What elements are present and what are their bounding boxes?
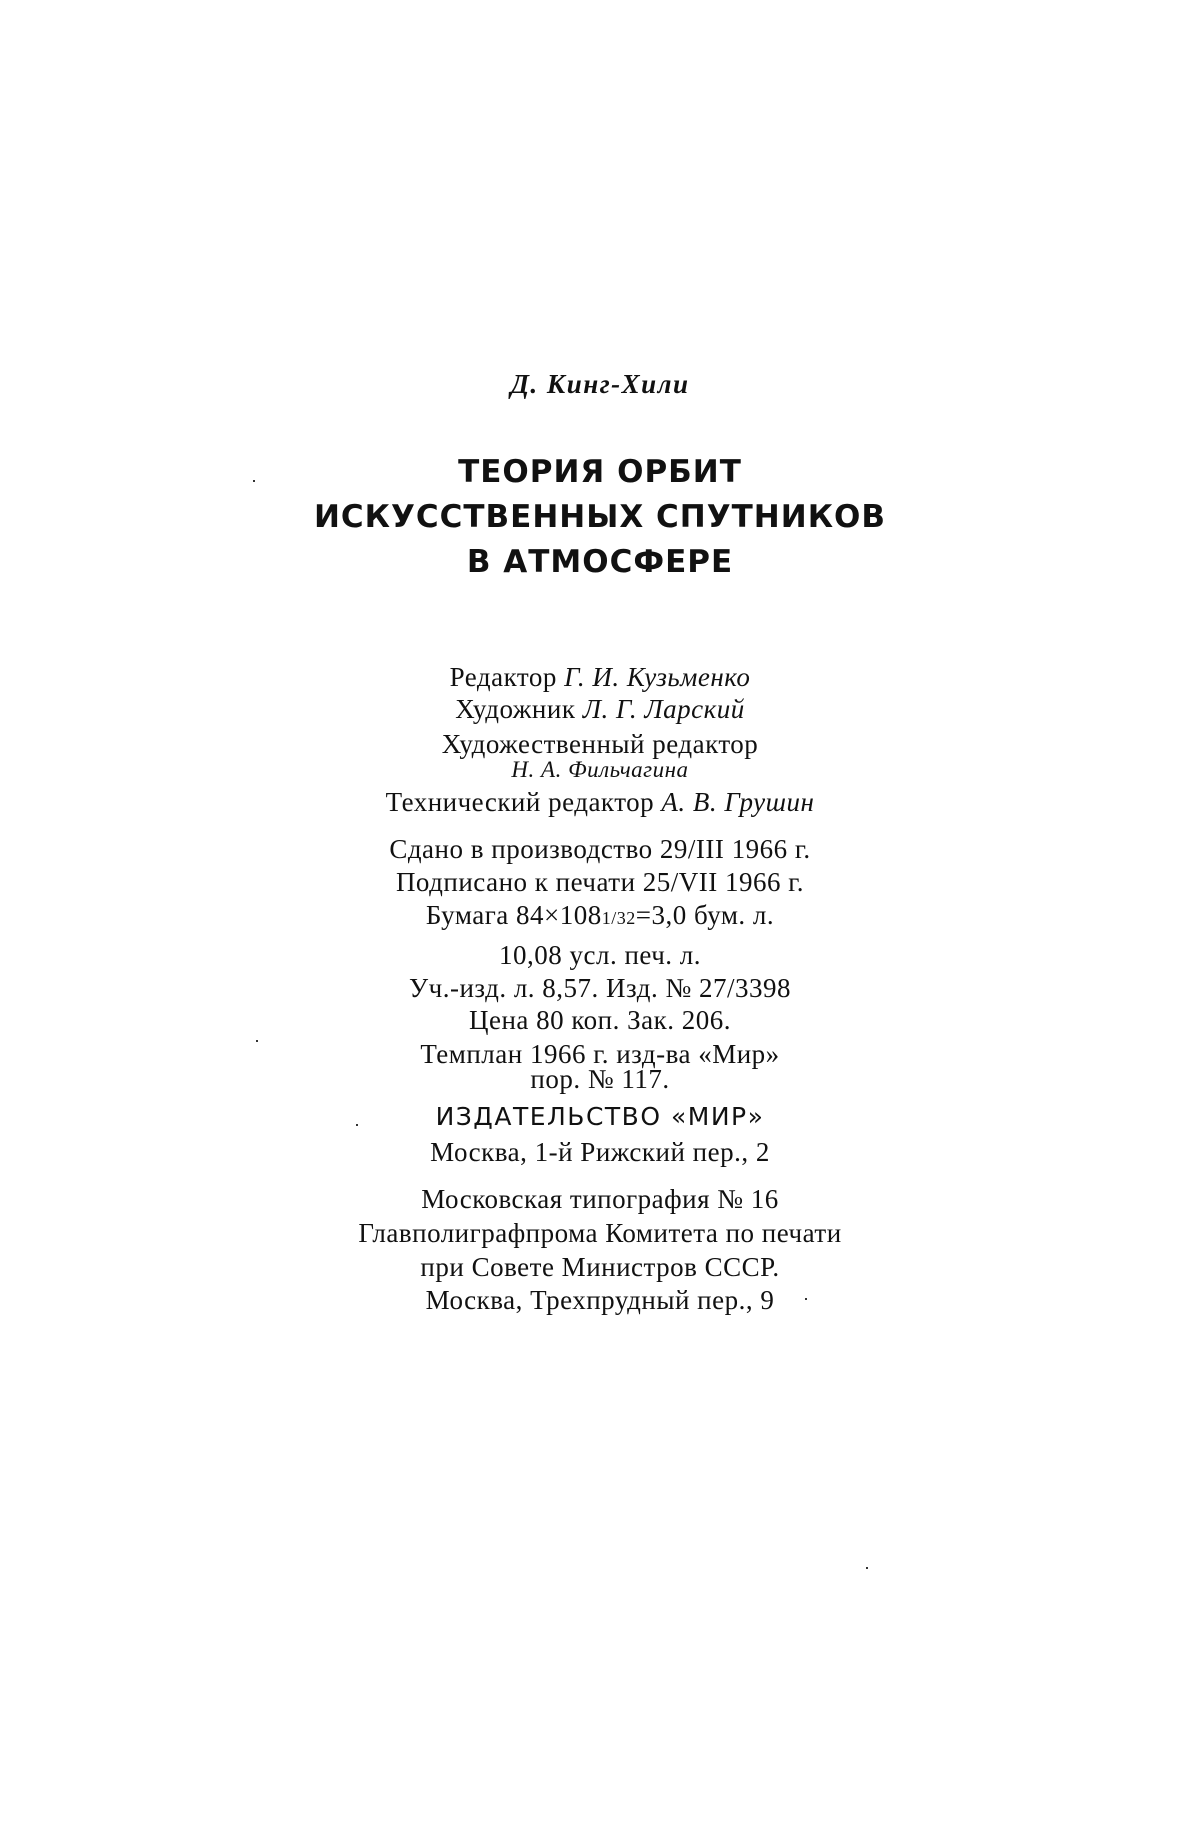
paper-format-suffix: =3,0 бум. л. <box>635 900 775 930</box>
publisher-sheets: Уч.-изд. л. 8,57. Изд. № 27/3398 <box>409 973 791 1003</box>
art-editor-label: Художественный редактор <box>441 729 759 759</box>
tech-editor-label: Технический редактор <box>385 787 655 817</box>
paper-format-prefix: Бумага 84×108 <box>425 900 602 930</box>
artist-label: Художник <box>455 694 576 724</box>
artist-credit <box>0 693 1200 725</box>
plan-line-1: Темплан 1966 г. изд-ва «Мир» <box>420 1039 780 1069</box>
print-sheets: 10,08 усл. печ. л. <box>498 940 702 970</box>
paper-format-fraction: 1/32 <box>601 908 636 928</box>
book-title-line-1: ТЕОРИЯ ОРБИТ <box>458 454 742 490</box>
scan-speck <box>805 1298 807 1300</box>
publisher-name: ИЗДАТЕЛЬСТВО «МИР» <box>435 1102 765 1131</box>
paper-format <box>0 899 1200 934</box>
editor-label: Редактор <box>449 662 557 692</box>
scan-speck <box>866 1567 868 1569</box>
artist-name: Л. Г. Ларский <box>582 694 745 724</box>
scan-speck <box>356 1124 358 1126</box>
author-name: Д. Кинг-Хили <box>510 369 690 399</box>
book-title-line-2: ИСКУССТВЕННЫХ СПУТНИКОВ <box>313 499 887 535</box>
editor-credit <box>0 661 1200 693</box>
production-date: Сдано в производство 29/III 1966 г. <box>389 834 811 864</box>
book-title-line-3: В АТМОСФЕРЕ <box>466 544 734 580</box>
printer-line-1: Московская типография № 16 <box>421 1184 779 1214</box>
signed-date: Подписано к печати 25/VII 1966 г. <box>395 867 805 897</box>
publisher-address: Москва, 1-й Рижский пер., 2 <box>430 1137 770 1167</box>
tech-editor-name: А. В. Грушин <box>661 787 815 817</box>
price-order: Цена 80 коп. Зак. 206. <box>469 1005 731 1035</box>
plan-line-2: пор. № 117. <box>530 1064 670 1094</box>
art-editor-name: Н. А. Фильчагина <box>511 757 689 782</box>
printer-line-3: при Совете Министров СССР. <box>420 1252 780 1282</box>
tech-editor-credit <box>0 786 1200 818</box>
printer-line-4: Москва, Трехпрудный пер., 9 <box>425 1285 775 1315</box>
scan-speck <box>256 1040 258 1042</box>
editor-name: Г. И. Кузьменко <box>564 662 751 692</box>
scan-speck <box>253 480 255 482</box>
printer-line-2: Главполиграфпрома Комитета по печати <box>358 1218 842 1248</box>
